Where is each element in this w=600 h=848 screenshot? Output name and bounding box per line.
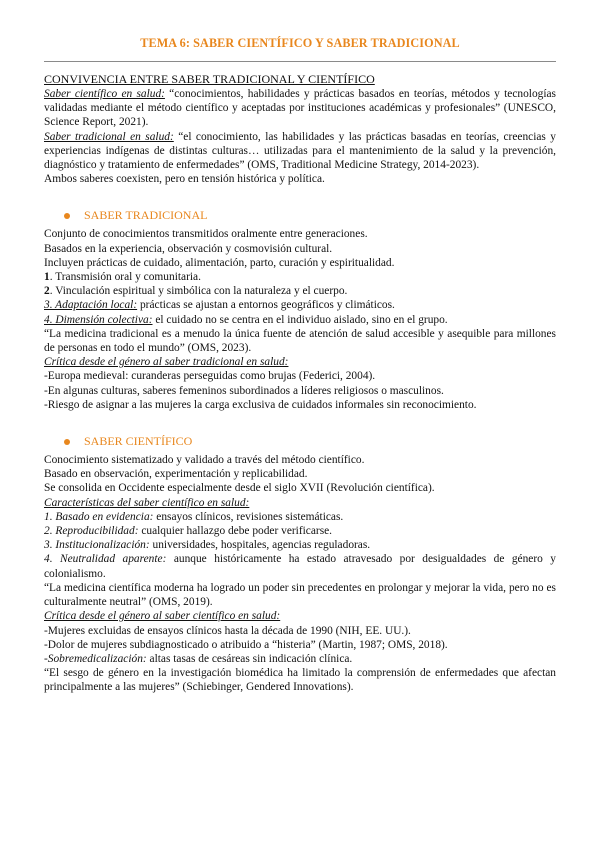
- document-page: [44, 0, 556, 695]
- sci-characteristics-heading: Características del saber científico en salud:: [44, 496, 250, 509]
- def-traditional-label: Saber tradicional en salud:: [44, 130, 174, 143]
- trad-line: Incluyen prácticas de cuidado, alimentación, parto, curación y espiritualidad.: [44, 256, 395, 269]
- trad-item-4: [44, 313, 556, 327]
- traditional-heading-text: SABER TRADICIONAL: [84, 208, 208, 223]
- trad-item-3-text: prácticas se ajustan a entornos geográficos y climáticos.: [137, 299, 395, 312]
- sci-char-3: [44, 538, 556, 552]
- sci-char-3-label: 3. Institucionalización:: [44, 539, 150, 552]
- trad-quote: “La medicina tradicional es a menudo la única fuente de atención de salud accesible y asequible para millones de personas en todo el mundo” (OMS, 2023).: [44, 327, 556, 355]
- sci-char-1-text: ensayos clínicos, revisiones sistemáticas.: [153, 510, 344, 523]
- sci-char-3-text: universidades, hospitales, agencias reguladoras.: [149, 539, 371, 552]
- sci-critique-item-3: [44, 652, 556, 666]
- sci-char-4: [44, 552, 556, 580]
- trad-critique-item: -Riesgo de asignar a las mujeres la carga exclusiva de cuidados informales sin reconocimiento.: [44, 398, 477, 411]
- trad-item-2-text: . Vinculación espiritual y simbólica con la naturaleza y el cuerpo.: [49, 285, 348, 298]
- sci-critique-item: -Mujeres excluidas de ensayos clínicos hasta la década de 1990 (NIH, EE. UU.).: [44, 624, 411, 637]
- trad-item-2-number: 2: [44, 285, 50, 298]
- intro-heading: CONVIVENCIA ENTRE SABER TRADICIONAL Y CIENTÍFICO: [44, 72, 375, 86]
- trad-item-4-text: el cuidado no se centra en el individuo aislado, sino en el grupo.: [152, 313, 448, 326]
- trad-item-1-number: 1: [44, 271, 50, 284]
- trad-critique-heading: Crítica desde el género al saber tradicional en salud:: [44, 356, 289, 369]
- sci-line: Basado en observación, experimentación y replicabilidad.: [44, 468, 308, 481]
- sci-char-4-label: 4. Neutralidad aparente:: [44, 553, 167, 566]
- sci-char-2-label: 2. Reproducibilidad:: [44, 525, 139, 538]
- def-traditional: [44, 130, 556, 173]
- sci-quote-2: “El sesgo de género en la investigación biomédica ha limitado la comprensión de enfermedades que afectan principalmente a las mujeres” (Schiebinger, Gendered Innovations).: [44, 667, 556, 694]
- trad-critique-item: -Europa medieval: curanderas perseguidas como brujas (Federici, 2004).: [44, 370, 376, 383]
- trad-item-3: [44, 298, 556, 312]
- traditional-heading: [64, 208, 556, 223]
- bullet-icon: [64, 213, 70, 219]
- scientific-heading: [64, 434, 556, 449]
- sci-char-4-text: aunque históricamente ha estado atravesado por desigualdades de género y colonialismo.: [44, 553, 556, 580]
- intro-closing: Ambos saberes coexisten, pero en tensión histórica y política.: [44, 173, 325, 186]
- trad-item-1: [44, 270, 556, 284]
- trad-critique-item: -En algunas culturas, saberes femeninos subordinados a líderes religiosos o masculinos.: [44, 384, 444, 397]
- sci-char-2: [44, 524, 556, 538]
- trad-item-2: [44, 284, 556, 298]
- sci-critique-item: -Dolor de mujeres subdiagnosticado o atribuido a “histeria” (Martin, 1987; OMS, 2018).: [44, 638, 448, 651]
- sci-critique-3-label: -Sobremedicalización:: [44, 652, 147, 665]
- scientific-heading-text: SABER CIENTÍFICO: [84, 434, 193, 449]
- def-scientific: [44, 87, 556, 130]
- def-scientific-text: “conocimientos, habilidades y prácticas basados en teorías, métodos y tecnologías validadas mediante el método científico y aceptadas por instituciones académicas y profesionales” (UNESCO, Science Report, 2021).: [44, 88, 556, 129]
- def-traditional-text: “el conocimiento, las habilidades y las prácticas basadas en teorías, creencias y experiencias indígenas de distintas culturas… utilizadas para el mantenimiento de la salud y la prevención, diagnóstico y tratamiento de enfermedades” (OMS, Traditional Medicine Strategy, 2014-2023).: [44, 130, 556, 172]
- document-title: TEMA 6: SABER CIENTÍFICO Y SABER TRADICIONAL: [140, 36, 460, 50]
- bullet-icon: [64, 439, 70, 445]
- trad-line: Basados en la experiencia, observación y cosmovisión cultural.: [44, 242, 333, 255]
- sci-char-1-label: 1. Basado en evidencia:: [44, 510, 154, 523]
- trad-item-4-label: 4. Dimensión colectiva:: [44, 313, 153, 326]
- sci-critique-3-text: altas tasas de cesáreas sin indicación clínica.: [146, 652, 353, 665]
- title-divider: [44, 61, 556, 62]
- sci-quote: “La medicina científica moderna ha logrado un poder sin precedentes en prolongar y mejorar la vida, pero no es culturalmente neutral” (OMS, 2019).: [44, 581, 556, 609]
- trad-line: Conjunto de conocimientos transmitidos oralmente entre generaciones.: [44, 228, 368, 241]
- sci-line: Se consolida en Occidente especialmente desde el siglo XVII (Revolución científica).: [44, 482, 435, 495]
- def-scientific-label: Saber científico en salud:: [44, 88, 165, 100]
- trad-item-3-label: 3. Adaptación local:: [44, 299, 138, 312]
- sci-line: Conocimiento sistematizado y validado a través del método científico.: [44, 454, 365, 467]
- sci-char-1: [44, 510, 556, 524]
- sci-critique-heading: Crítica desde el género al saber científico en salud:: [44, 610, 281, 623]
- sci-char-2-text: cualquier hallazgo debe poder verificarse.: [138, 525, 333, 538]
- trad-item-1-text: . Transmisión oral y comunitaria.: [49, 271, 201, 284]
